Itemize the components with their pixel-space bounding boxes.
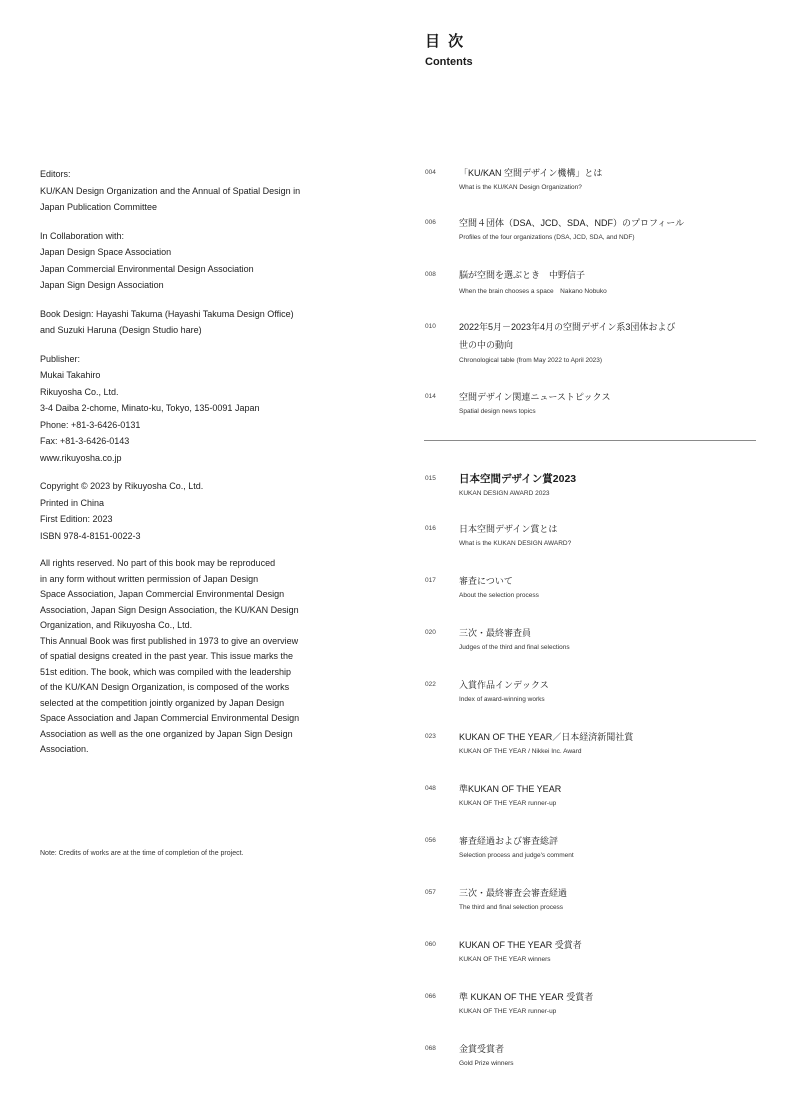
rights-line: selected at the competition jointly organized by Japan Design: [40, 697, 285, 708]
section-divider: [424, 440, 756, 441]
toc-title-jp: 三次・最終審査会審査経過: [459, 888, 568, 898]
toc-page-number: 057: [425, 889, 436, 896]
toc-page-number: 066: [425, 993, 436, 1000]
toc-title-en: KUKAN OF THE YEAR / Nikkei Inc. Award: [459, 748, 582, 755]
copyright-line: Copyright © 2023 by Rikuyosha Co., Ltd.: [40, 481, 204, 491]
toc-title-jp: 準 KUKAN OF THE YEAR 受賞者: [459, 992, 594, 1002]
toc-title-en: Gold Prize winners: [459, 1060, 514, 1067]
publisher-line: 3-4 Daiba 2-chome, Minato-ku, Tokyo, 135-0091 Japan: [40, 403, 260, 413]
publisher-line: Phone: +81-3-6426-0131: [40, 419, 141, 430]
toc-page-number: 015: [425, 475, 436, 482]
toc-title-jp: 準KUKAN OF THE YEAR: [459, 784, 562, 794]
editors-block: [40, 166, 385, 216]
page-title-en: Contents: [425, 56, 473, 68]
editors-line: Editors:: [40, 169, 71, 179]
toc-title-en: KUKAN OF THE YEAR runner-up: [459, 1008, 557, 1015]
toc-page-number: 068: [425, 1045, 436, 1052]
collaboration-line: Japan Sign Design Association: [40, 280, 164, 290]
toc-title-jp: KUKAN OF THE YEAR／日本経済新聞社賞: [459, 732, 634, 742]
collaboration-line: Japan Design Space Association: [40, 247, 172, 257]
copyright-line: Printed in China: [40, 497, 105, 508]
toc-page-number: 048: [425, 785, 436, 792]
rights-line: Association as well as the one organized by Japan Sign Design: [40, 728, 293, 739]
toc-page-number: 006: [425, 219, 436, 226]
toc-title-en: Index of award-winning works: [459, 696, 545, 703]
toc-page-number: 056: [425, 837, 436, 844]
toc-title-en: What is the KU/KAN Design Organization?: [459, 184, 582, 191]
publisher-block: [40, 351, 385, 467]
copyright-block: [40, 478, 385, 544]
toc-title-en: Judges of the third and final selections: [459, 644, 570, 651]
toc-title-en: Selection process and judge's comment: [459, 852, 574, 859]
toc-title-en: Spatial design news topics: [459, 408, 536, 415]
toc-page-number: 010: [425, 323, 436, 330]
toc-title-jp: 「KU/KAN 空間デザイン機構」とは: [459, 168, 603, 178]
toc-title-en: KUKAN OF THE YEAR runner-up: [459, 800, 557, 807]
publisher-line: Rikuyosha Co., Ltd.: [40, 386, 119, 397]
toc-title-jp: 2022年5月－2023年4月の空間デザイン系3団体および: [459, 322, 676, 332]
book-design-block: [40, 306, 385, 339]
rights-line: Organization, and Rikuyosha Co., Ltd.: [40, 620, 193, 630]
rights-line: of spatial designs created in the past year. This issue marks the: [40, 651, 293, 661]
rights-line: This Annual Book was first published in 1973 to give an overview: [40, 635, 299, 646]
toc-title-en: What is the KUKAN DESIGN AWARD?: [459, 540, 572, 547]
toc-page-number: 023: [425, 733, 436, 740]
publisher-line: Fax: +81-3-6426-0143: [40, 436, 130, 446]
collaboration-block: [40, 228, 385, 294]
book-design-line: Book Design: Hayashi Takuma (Hayashi Takuma Design Office): [40, 308, 294, 319]
toc-title-jp-line2: 世の中の動向: [459, 340, 514, 350]
toc-page-number: 022: [425, 681, 436, 688]
toc-title-jp: 審査経過および審査総評: [459, 836, 559, 846]
toc-title-en: Profiles of the four organizations (DSA, JCD, SDA, and NDF): [459, 234, 635, 241]
toc-section-title-en: KUKAN DESIGN AWARD 2023: [459, 490, 550, 497]
toc-title-en: When the brain chooses a space Nakano Nobuko: [459, 288, 607, 295]
toc-title-en: KUKAN OF THE YEAR winners: [459, 956, 551, 963]
colophon: [40, 166, 385, 770]
toc-title-en: Chronological table (from May 2022 to April 2023): [459, 357, 603, 364]
credits-note: Note: Credits of works are at the time of completion of the project.: [40, 850, 244, 857]
book-design-line: and Suzuki Haruna (Design Studio hare): [40, 325, 202, 335]
rights-line: Space Association and Japan Commercial Environmental Design: [40, 713, 300, 723]
rights-line: Association, Japan Sign Design Association, the KU/KAN Design: [40, 604, 299, 615]
toc-title-jp: 日本空間デザイン賞とは: [459, 524, 558, 534]
page-title-jp: 目 次: [425, 33, 466, 50]
toc-title-jp: 審査について: [459, 576, 513, 586]
rights-line: Space Association, Japan Commercial Environmental Design: [40, 589, 285, 599]
toc-title-jp: 入賞作品インデックス: [459, 680, 549, 690]
toc-section-title-jp: 日本空間デザイン賞2023: [459, 473, 577, 485]
toc-page-number: 014: [425, 393, 436, 400]
toc-page-number: 060: [425, 941, 436, 948]
collaboration-line: In Collaboration with:: [40, 230, 125, 241]
copyright-line: First Edition: 2023: [40, 514, 113, 524]
toc-title-jp: 空間４団体（DSA、JCD、SDA、NDF）のプロフィール: [459, 218, 685, 228]
toc-title-jp: 空間デザイン関連ニューストピックス: [459, 392, 611, 402]
toc-page-number: 016: [425, 525, 436, 532]
isbn: ISBN 978-4-8151-0022-3: [40, 530, 141, 541]
toc-title-jp: 金賞受賞者: [459, 1044, 505, 1054]
toc-page-number: 020: [425, 629, 436, 636]
toc-page-number: 017: [425, 577, 436, 584]
publisher-line: Publisher:: [40, 353, 81, 364]
toc-page-number: 004: [425, 169, 436, 176]
rights-line: Association.: [40, 744, 89, 754]
rights-line: All rights reserved. No part of this book may be reproduced: [40, 558, 276, 568]
rights-line: in any form without written permission of Japan Design: [40, 573, 259, 584]
toc-title-jp: 脳が空間を選ぶとき 中野信子: [459, 270, 586, 280]
toc-title-en: The third and final selection process: [459, 904, 564, 911]
editors-line: Japan Publication Committee: [40, 202, 158, 212]
editors-line: KU/KAN Design Organization and the Annual of Spatial Design in: [40, 185, 301, 196]
toc-title-jp: KUKAN OF THE YEAR 受賞者: [459, 940, 582, 950]
rights-line: of the KU/KAN Design Organization, is composed of the works: [40, 682, 290, 692]
toc-title-en: About the selection process: [459, 592, 539, 599]
rights-block: [40, 556, 385, 758]
toc-page-number: 008: [425, 271, 436, 278]
publisher-line: Mukai Takahiro: [40, 370, 101, 380]
toc-title-jp: 三次・最終審査員: [459, 628, 532, 638]
rights-line: 51st edition. The book, which was compiled with the leadership: [40, 666, 291, 677]
publisher-website: www.rikuyosha.co.jp: [40, 452, 122, 463]
collaboration-line: Japan Commercial Environmental Design Association: [40, 263, 254, 274]
